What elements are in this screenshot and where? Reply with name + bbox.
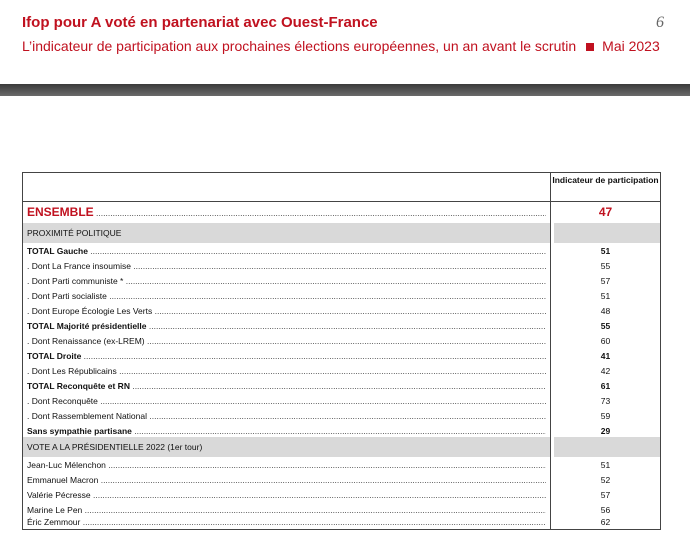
row-label: TOTAL Droite ..... — [27, 349, 546, 364]
row-label: . Dont Parti socialiste ..... — [27, 289, 546, 304]
row-value: 41 — [600, 351, 611, 361]
ensemble-row — [23, 203, 660, 221]
row-value: 57 — [600, 490, 611, 500]
row-value: 56 — [600, 505, 611, 515]
row-label: Emmanuel Macron ..... — [27, 473, 546, 488]
page-number: 6 — [656, 14, 664, 31]
row-value: 51 — [600, 246, 611, 256]
row-label: . Dont Rassemblement National ..... — [27, 409, 546, 424]
row-label: TOTAL Majorité présidentielle ..... — [27, 319, 546, 334]
row-value: 51 — [600, 460, 611, 470]
row-label: . Dont Parti communiste * ..... — [27, 274, 546, 289]
section-header — [23, 437, 660, 457]
row-value: 61 — [600, 381, 611, 391]
table-row — [23, 319, 660, 334]
row-label: Valérie Pécresse ..... — [27, 488, 546, 503]
report-title: Ifop pour A voté en partenariat avec Ouest-France — [22, 14, 378, 31]
table-row — [23, 274, 660, 289]
report-date: Mai 2023 — [602, 38, 660, 54]
row-value: 57 — [600, 276, 611, 286]
table-row — [23, 488, 660, 503]
report-subtitle — [22, 38, 660, 54]
separator-square-icon — [586, 43, 594, 51]
row-label: Sans sympathie partisane ..... — [27, 424, 546, 439]
table-row — [23, 364, 660, 379]
table-row — [23, 259, 660, 274]
table-row — [23, 409, 660, 424]
ensemble-value: 47 — [598, 205, 613, 219]
row-label: . Dont Reconquête ..... — [27, 394, 546, 409]
row-value: 51 — [600, 291, 611, 301]
table-row — [23, 515, 660, 530]
row-value: 60 — [600, 336, 611, 346]
section-title: PROXIMITÉ POLITIQUE — [27, 228, 122, 238]
row-label: Éric Zemmour ..... — [27, 515, 546, 530]
table-row — [23, 394, 660, 409]
row-label: TOTAL Gauche ..... — [27, 244, 546, 259]
row-value: 29 — [600, 426, 611, 436]
table-row — [23, 304, 660, 319]
row-value: 55 — [600, 321, 611, 331]
row-value: 59 — [600, 411, 611, 421]
row-label: Jean-Luc Mélenchon ..... — [27, 458, 546, 473]
ensemble-label: ENSEMBLE ..... — [27, 203, 546, 222]
subtitle-text: L’indicateur de participation aux prochaines élections européennes, un an avant le scrutin — [22, 38, 577, 54]
row-label: Marine Le Pen ..... — [27, 503, 546, 518]
header-divider — [23, 201, 660, 202]
table-row — [23, 379, 660, 394]
table-row — [23, 349, 660, 364]
row-label: . Dont Les Républicains ..... — [27, 364, 546, 379]
row-value: 48 — [600, 306, 611, 316]
row-label: . Dont Renaissance (ex-LREM) ..... — [27, 334, 546, 349]
row-label: . Dont Europe Écologie Les Verts ..... — [27, 304, 546, 319]
header-band — [0, 84, 690, 96]
row-value: 73 — [600, 396, 611, 406]
row-label: TOTAL Reconquête et RN ..... — [27, 379, 546, 394]
row-value: 52 — [600, 475, 611, 485]
table-row — [23, 458, 660, 473]
table-row — [23, 473, 660, 488]
section-title: VOTE A LA PRÉSIDENTIELLE 2022 (1er tour) — [27, 442, 203, 452]
section-header — [23, 223, 660, 243]
table-row — [23, 289, 660, 304]
table-row — [23, 334, 660, 349]
row-label: . Dont La France insoumise ..... — [27, 259, 546, 274]
row-value: 42 — [600, 366, 611, 376]
table-row — [23, 244, 660, 259]
column-header: Indicateur de participation — [552, 175, 659, 185]
row-value: 62 — [600, 517, 611, 527]
results-table — [22, 172, 661, 530]
row-value: 55 — [600, 261, 611, 271]
